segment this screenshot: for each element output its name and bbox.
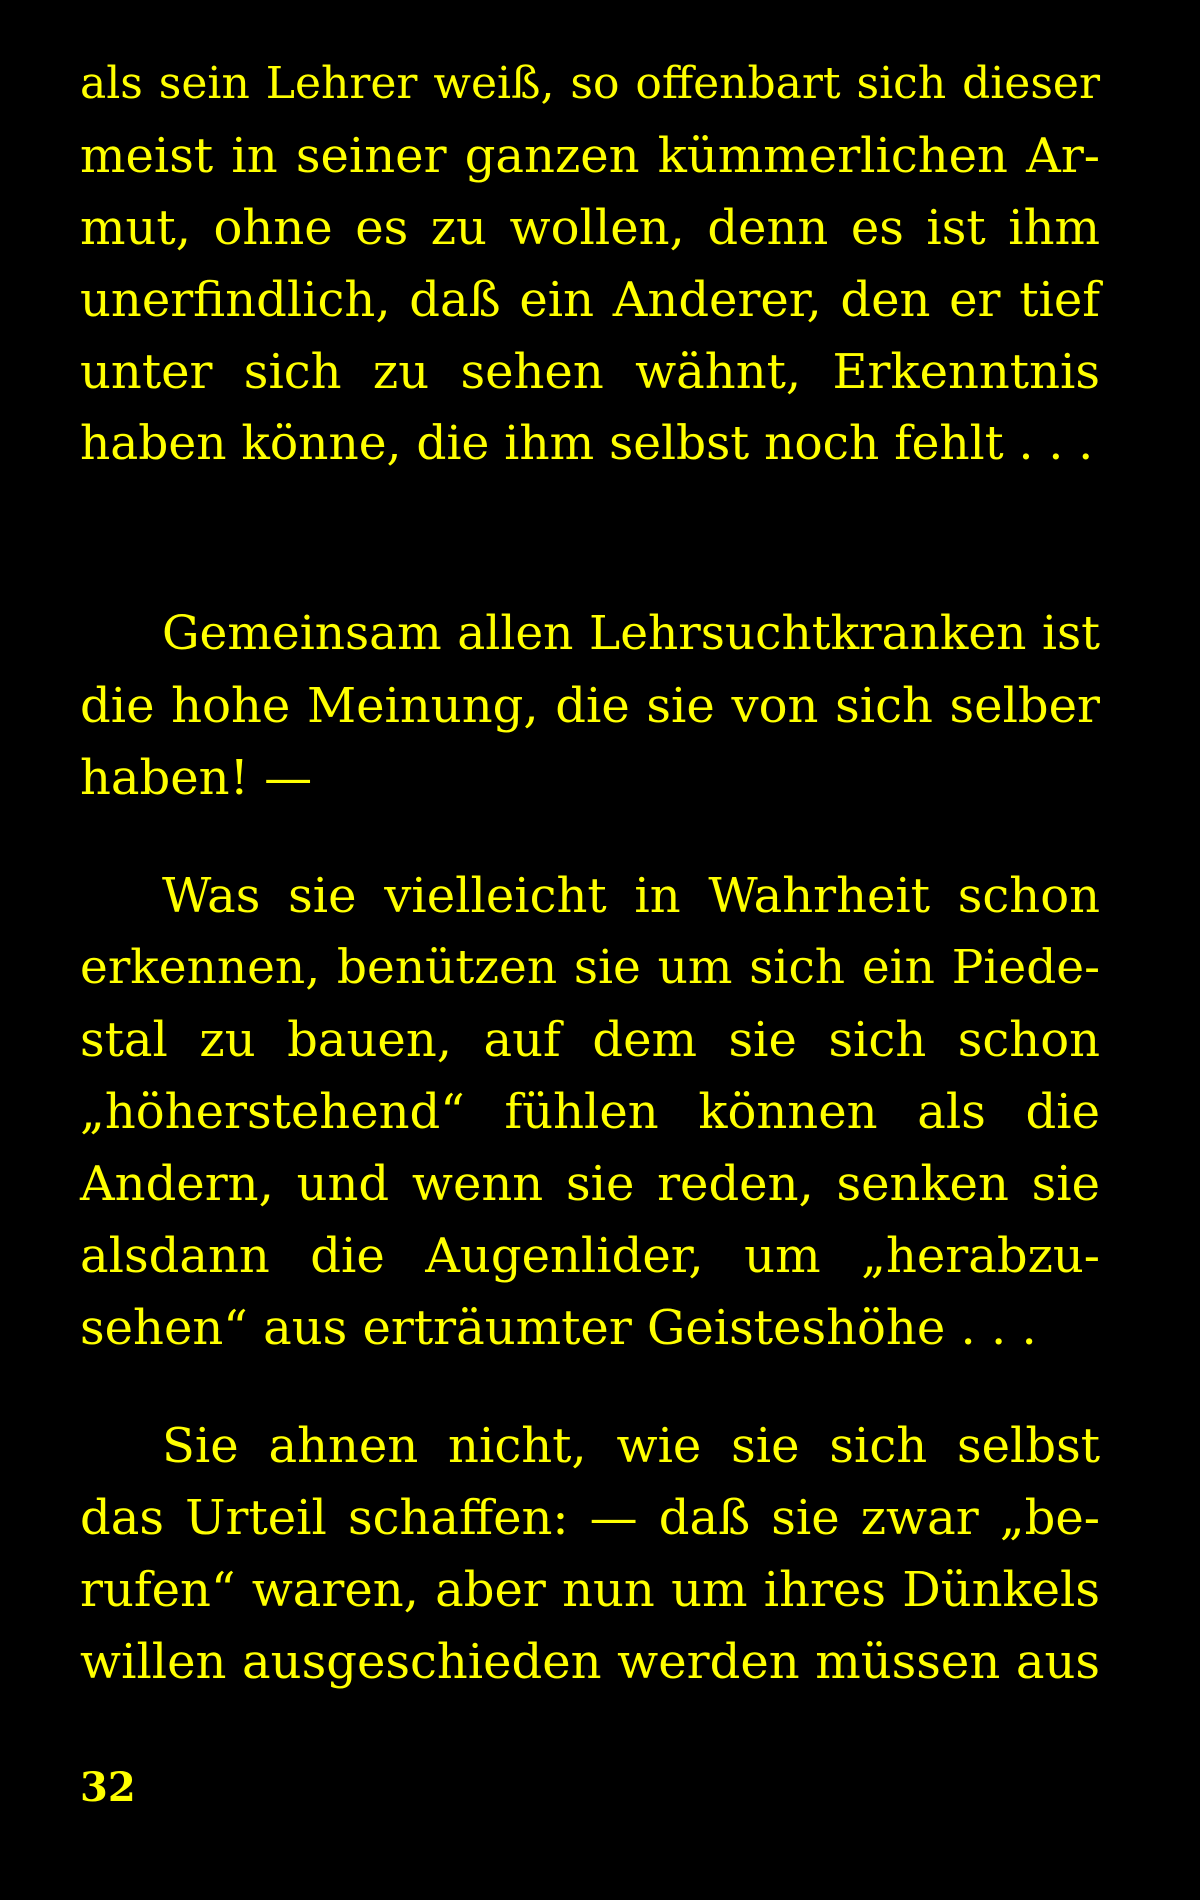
text-line: Gemeinsam allen Lehrsuchtkranken ist [162,606,1100,661]
text-line: unter sich zu sehen wähnt, Erkenntnis [80,344,1100,400]
text-line: willen ausgeschieden werden müssen aus [80,1634,1100,1690]
text-line: meist in seiner ganzen kümmerlichen Ar- [80,128,1100,184]
text-line: stal zu bauen, auf dem sie sich schon [80,1012,1100,1068]
text-line: als sein Lehrer weiß, so offenbart sich dieser [80,58,1100,109]
text-line: erkennen, benützen sie um sich ein Piede- [80,940,1100,995]
paragraph-2 [80,598,1100,814]
page-number: 32 [80,1764,136,1811]
text-line: mut, ohne es zu wollen, denn es ist ihm [80,200,1100,256]
text-line: Sie ahnen nicht, wie sie sich selbst [162,1418,1100,1474]
text-line: haben! — [80,750,313,806]
text-line: unerfindlich, daß ein Anderer, den er tief [80,272,1100,328]
paragraph-3 [80,860,1100,1364]
text-line: das Urteil schaffen: — daß sie zwar „be- [80,1490,1100,1546]
text-line: Andern, und wenn sie reden, senken sie [80,1156,1100,1212]
text-line: „höherstehend“ fühlen können als die [80,1084,1100,1140]
text-line: sehen“ aus erträumter Geisteshöhe . . . [80,1300,1037,1356]
paragraph-4 [80,1410,1100,1698]
text-line: haben könne, die ihm selbst noch fehlt . . . [80,416,1094,471]
text-line: die hohe Meinung, die sie von sich selber [80,678,1100,734]
paragraph-1 [80,48,1100,480]
text-line: Was sie vielleicht in Wahrheit schon [162,868,1100,924]
page-text [80,48,1100,1698]
text-line: alsdann die Augenlider, um „herabzu- [80,1228,1100,1284]
text-line: rufen“ waren, aber nun um ihres Dünkels [80,1562,1100,1618]
